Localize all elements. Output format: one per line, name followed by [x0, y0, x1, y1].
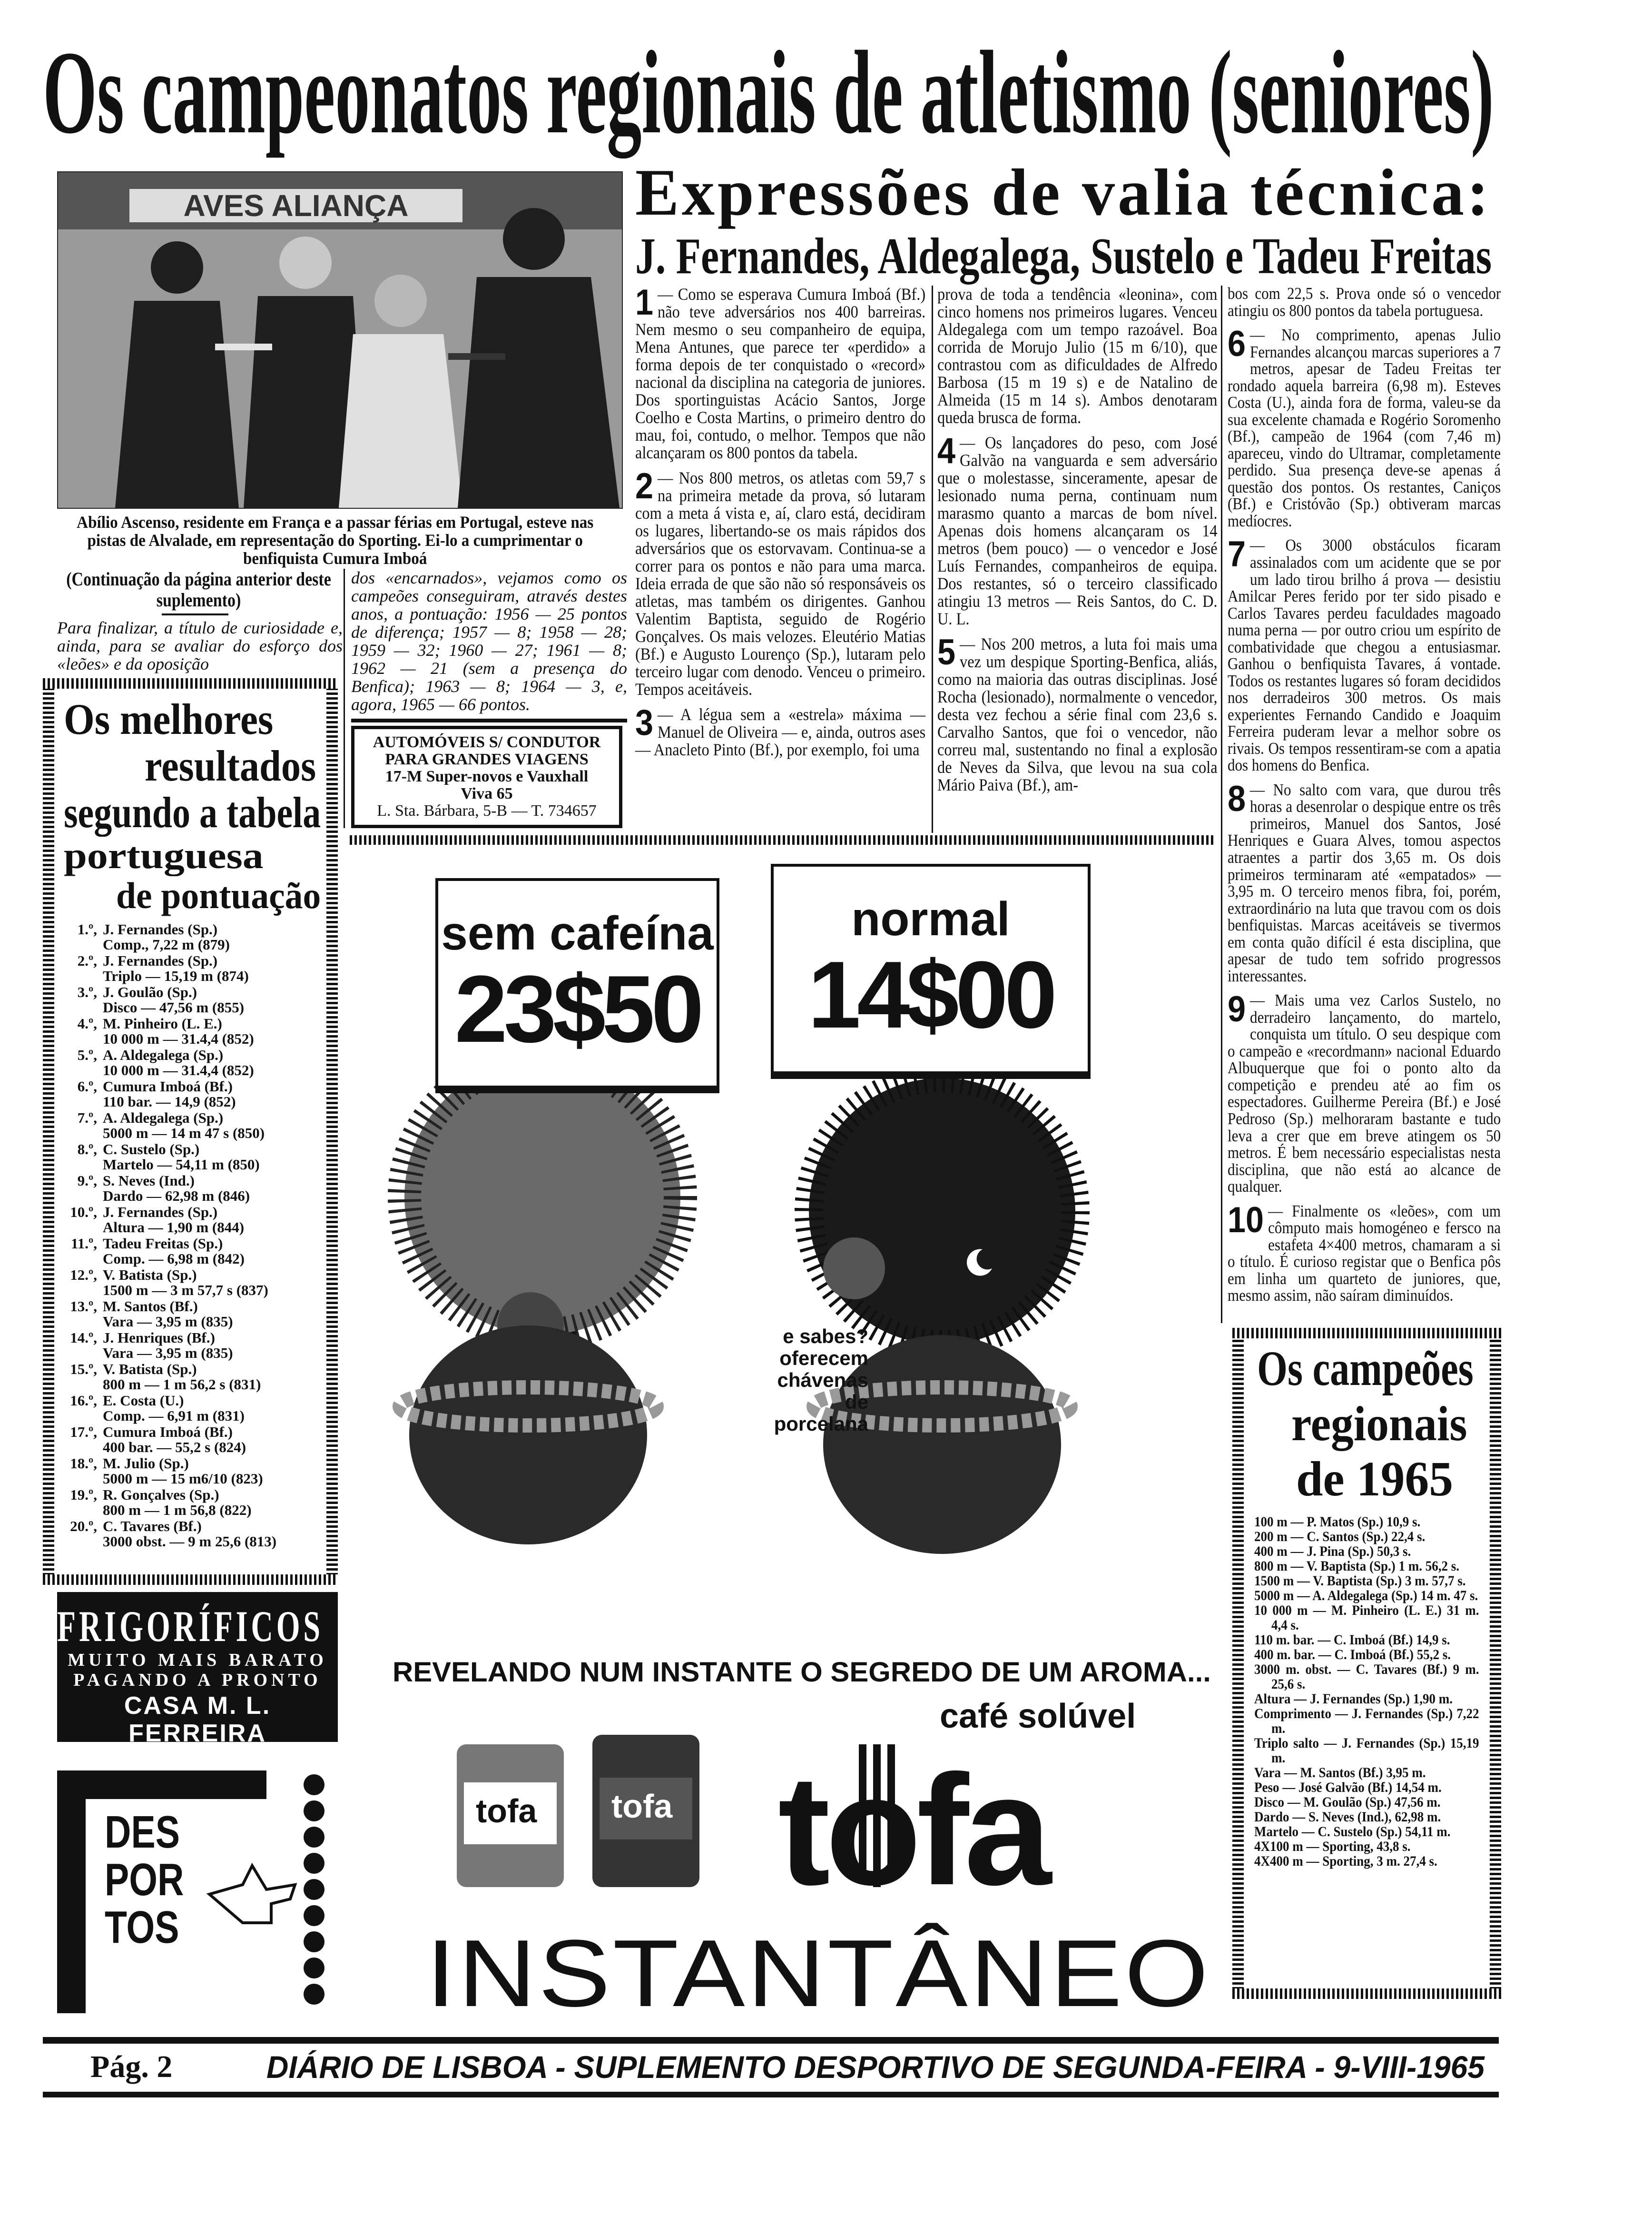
- champion-result: Triplo salto — J. Fernandes (Sp.) 15,19 m.: [1254, 1735, 1479, 1766]
- best-result-entry: [59, 953, 321, 984]
- paragraph-number: 10: [1228, 1199, 1264, 1240]
- entry-rank: 6.º,: [77, 1078, 97, 1095]
- footer-publication: DIÁRIO DE LISBOA - SUPLEMENTO DESPORTIVO DE SEGUNDA-FEIRA - 9-VIII-1965: [266, 2049, 1485, 2085]
- paragraph-text: bos com 22,5 s. Prova onde só o vencedor atingiu os 800 pontos da tabela portuguesa.: [1228, 285, 1501, 320]
- frig-store: CASA M. L. FERREIRA: [124, 1692, 271, 1747]
- champion-result: 400 m. bar. — C. Imboá (Bf.) 55,2 s.: [1254, 1647, 1451, 1662]
- jar-label: tofa: [476, 1792, 537, 1830]
- best-result-entry: [59, 1173, 321, 1204]
- entry-name: J. Fernandes (Sp.): [103, 921, 218, 938]
- best-result-entry: [59, 1267, 321, 1298]
- entry-detail: 10 000 m — 31.4,4 (852): [103, 1030, 254, 1047]
- champion-result: 110 m. bar. — C. Imboá (Bf.) 14,9 s.: [1254, 1632, 1450, 1648]
- entry-body: [103, 1110, 265, 1141]
- ad-line: 17-M Super-novos e Vauxhall: [385, 768, 589, 785]
- entry-detail: Altura — 1,90 m (844): [103, 1219, 245, 1236]
- article-paragraph: [1228, 778, 1501, 985]
- offer-line: e sabes?: [783, 1325, 868, 1347]
- entry-detail: Martelo — 54,11 m (850): [103, 1156, 260, 1173]
- divider: [162, 613, 228, 615]
- entry-detail: Vara — 3,95 m (835): [103, 1313, 233, 1330]
- entry-body: [103, 1173, 250, 1204]
- offer-line: porcelana: [774, 1413, 868, 1435]
- entry-rank: 19.º,: [70, 1486, 97, 1503]
- entry-name: M. Julio (Sp.): [103, 1455, 189, 1472]
- entry-body: [103, 1519, 276, 1549]
- entry-body: [103, 1424, 246, 1455]
- desportos-line: DES: [105, 1807, 180, 1858]
- best-result-entry: [59, 1299, 321, 1329]
- entry-detail: Comp. — 6,91 m (831): [103, 1407, 245, 1424]
- paragraph-number: 2: [635, 466, 654, 506]
- entry-body: [103, 1267, 268, 1298]
- best-result-entry: [59, 1424, 321, 1455]
- entry-name: S. Neves (Ind.): [103, 1172, 195, 1189]
- article-subhead-names: J. Fernandes, Aldegalega, Sustelo e Tadeu Freitas: [635, 228, 1492, 285]
- entry-name: M. Pinheiro (L. E.): [103, 1015, 222, 1032]
- best-result-entry: [59, 1142, 321, 1172]
- column-rule: [1221, 286, 1222, 1323]
- paragraph-number: 5: [937, 632, 956, 672]
- entry-rank: 2.º,: [77, 952, 97, 969]
- paragraph-text: — Mais uma vez Carlos Sustelo, no derradeiro lançamento, do martelo, conquista um título. O seu despique com o campeão e «recordmann» nacional Eduardo Albuquerque que foi o ponto alto da competição e prendeu até ao fim os espectadores. Guilherme Pereira (Bf.) e José Pedroso (Sp.) melhoraram bastante e tudo leva a crer que em breve atingem os 50 metros. É bem necessário especialistas nesta disciplina, que não está ao alcance de qualquer.: [1228, 991, 1501, 1196]
- entry-rank: 4.º,: [77, 1015, 97, 1032]
- entry-rank: 1.º,: [77, 921, 97, 938]
- offer-line: chávenas: [777, 1369, 868, 1391]
- champion-result: Altura — J. Fernandes (Sp.) 1,90 m.: [1254, 1691, 1453, 1707]
- photo-sign-text: AVES ALIANÇA: [183, 188, 409, 223]
- entry-detail: 800 m — 1 m 56,2 s (831): [103, 1376, 261, 1393]
- best-result-entry: [59, 1456, 321, 1486]
- entry-rank: 11.º,: [70, 1235, 97, 1252]
- entry-body: [103, 1330, 233, 1361]
- paragraph-number: 1: [635, 282, 654, 323]
- best-result-entry: [59, 1110, 321, 1141]
- entry-name: J. Fernandes (Sp.): [103, 952, 218, 969]
- champion-result: Disco — M. Goulão (Sp.) 47,56 m.: [1254, 1794, 1441, 1810]
- continuation-text: dos «encarnados», vejamos como os campeões conseguiram, através destes anos, a pontuação: 1956 — 25 pontos de diferença; 1957 — 8; 1958 — 28; 1959 — 32; 1960 — 27; 1961 — 8; 1962 — 21 (sem a presença do Benfica); 1963 — 8; 1964 — 3, e, agora, 1965 — 66 pontos.: [351, 568, 627, 714]
- best-result-entry: [59, 1016, 321, 1047]
- entry-rank: 16.º,: [70, 1392, 97, 1409]
- champion-result: Dardo — S. Neves (Ind.), 62,98 m.: [1254, 1809, 1441, 1825]
- desportos-ad: [57, 1770, 338, 2013]
- entry-rank: 17.º,: [70, 1424, 97, 1440]
- article-paragraph: [937, 286, 1218, 426]
- champion-result: 1500 m — V. Baptista (Sp.) 3 m. 57,7 s.: [1254, 1573, 1466, 1589]
- page-number: Pág. 2: [90, 2049, 173, 2084]
- paragraph-text: prova de toda a tendência «leonina», com cinco homens nos primeiros lugares. Venceu Aldegalega com um tempo razoável. Boa corrida de Morujo Julio (15 m 6/10), que contrastou com as dificuldades de Alfredo Barbosa (15 m 19 s) e de Natalino de Almeida (15 m 14 s). Ambos denotaram queda brusca de forma.: [937, 285, 1218, 427]
- best-result-entry: [59, 1205, 321, 1235]
- instant-label: INSTANTÂNEO: [426, 1920, 1211, 2027]
- entry-body: [103, 1079, 236, 1109]
- entry-body: [103, 1487, 252, 1518]
- entry-name: M. Santos (Bf.): [103, 1298, 198, 1315]
- best-result-entry: [59, 1393, 321, 1424]
- entry-detail: 110 bar. — 14,9 (852): [103, 1093, 236, 1110]
- best-results-list: [59, 922, 321, 1550]
- champions-box: [1232, 1328, 1501, 1999]
- entry-body: [103, 985, 244, 1015]
- entry-rank: 13.º,: [70, 1298, 97, 1315]
- entry-name: E. Costa (U.): [103, 1392, 184, 1409]
- entry-rank: 12.º,: [70, 1266, 97, 1283]
- entry-detail: 10 000 m — 31.4,4 (852): [103, 1062, 254, 1078]
- best-results-box: [43, 678, 338, 1585]
- paragraph-text: — Nos 200 metros, a luta foi mais uma vez um despique Sporting-Benfica, aliás, como na maioria das outras disciplinas. José Rocha (lesionado), normalmente o vencedor, desta vez fechou a série final com 23,6 s. Carvalho Santos, que foi o vencedor, não correu mal, sustentando no final a explosão de Neves da Silva, que levou na sua cola Mário Paiva (Bf.), am-: [937, 634, 1218, 794]
- ad-line: AUTOMÓVEIS S/ CONDUTOR: [373, 733, 601, 751]
- entry-name: C. Sustelo (Sp.): [103, 1141, 200, 1157]
- sign-label: normal: [851, 892, 1010, 946]
- brand-logo: tofa: [778, 1742, 1047, 1918]
- best-result-entry: [59, 1362, 321, 1392]
- ad-line: L. Sta. Bárbara, 5-B — T. 734657: [377, 802, 597, 820]
- champions-title-line: Os campeões: [1257, 1341, 1474, 1396]
- paragraph-text: — No comprimento, apenas Julio Fernandes alcançou marcas superiores a 7 metros, apesar de Tadeu Freitas ter rondado aquela barreira (6,98 m). Esteves Costa (U.), ainda fora de forma, valeu-se da sua excelente chamada e Rogério Soromenho (Bf.), campeão de 1964 (com 7,46 m) apareceu, vindo do Ultramar, completamente perdido. Sua presença deve-se apenas á questão dos pontos. Os restantes, Caniços (Bf.) e Cristóvão (Sp.) obtiveram marcas medíocres.: [1228, 326, 1501, 530]
- entry-body: [103, 1236, 245, 1266]
- article-paragraph: [937, 431, 1218, 628]
- frig-line: MUITO MAIS BARATO: [68, 1650, 327, 1670]
- article-subhead: Expressões de valia técnica:: [635, 156, 1492, 229]
- entry-detail: Dardo — 62,98 m (846): [103, 1187, 250, 1204]
- entry-name: Cumura Imboá (Bf.): [103, 1424, 233, 1440]
- best-result-entry: [59, 985, 321, 1015]
- entry-rank: 3.º,: [77, 984, 97, 1000]
- paragraph-text: — No salto com vara, que durou três horas a desenrolar o despique entre os três primeiros, Manuel dos Santos, José Henriques e Guara Alves, tomou aspectos atraentes a partir dos 3,65 m. Os dois primeiros terminaram até «empatados» — 3,95 m. O terceiro menos fibra, foi, porém, extraordinário na luta que travou com os dois benfiquistas. Marcas aceitáveis se tivermos em conta quão difícil é esta disciplina, que apesar de tudo tem sofrido progressos interessantes.: [1228, 781, 1501, 985]
- best-results-title-line: portuguesa: [64, 835, 264, 876]
- offer-line: oferecem: [779, 1347, 868, 1369]
- best-result-entry: [59, 1519, 321, 1549]
- entry-detail: 3000 obst. — 9 m 25,6 (813): [103, 1533, 277, 1550]
- ad-slogan: REVELANDO NUM INSTANTE O SEGREDO DE UM AROMA...: [393, 1657, 1211, 1688]
- entry-name: V. Batista (Sp.): [103, 1361, 197, 1377]
- article-paragraph: [937, 632, 1218, 794]
- entry-body: [103, 1299, 233, 1329]
- paragraph-text: — Os lançadores do peso, com José Galvão na vanguarda e sem adversário que o molestasse, sinceramente, apesar de lesionado numa perna, continuam num marasmo quanto a marcas de bom nível. Apenas dois homens alcançaram os 14 metros (bem pouco) — o vencedor e José Luís Fernandes, companheiros de equipa. Dos restantes, só o terceiro classificado atingiu 13 metros — Reis Santos, do C. D. U. L.: [937, 433, 1218, 628]
- champion-result: Comprimento — J. Fernandes (Sp.) 7,22 m.: [1254, 1706, 1479, 1736]
- entry-name: A. Aldegalega (Sp.): [103, 1047, 224, 1063]
- photo-caption: Abílio Ascenso, residente em França e a passar férias em Portugal, esteve nas pistas de Alvalade, em representação do Sporting. Ei-lo a cumprimentar o benfiquista Cumura Imboá: [77, 513, 594, 568]
- paragraph-number: 3: [635, 702, 654, 743]
- pointing-hand-icon: [200, 1770, 338, 2013]
- article-paragraph: [1228, 1199, 1501, 1305]
- entry-detail: 1500 m — 3 m 57,7 s (837): [103, 1282, 268, 1298]
- desportos-line: POR: [105, 1854, 184, 1905]
- entry-body: [103, 953, 249, 984]
- champion-result: 4X400 m — Sporting, 3 m. 27,4 s.: [1254, 1853, 1437, 1869]
- article-paragraph: [1228, 534, 1501, 775]
- best-result-entry: [59, 1079, 321, 1109]
- paragraph-text: — Os 3000 obstáculos ficaram assinalados com um acidente que se por um lado tirou brilho á prova — desistiu Amilcar Peres ferido por ter sido pisado e Carlos Tavares perdeu faculdades magoado numa perna — por outro criou um espírito de combatividade que chegou a entusiasmar. Ganhou o benfiquista Tavares, á vontade. Todos os restantes lugares só foram decididos nos derradeiros 300 metros. Os mais experientes Fernando Candido e Joaquim Ferreira puderam levar a melhor sobre os rivais. Os tempos ressentiram-se com a apatia dos homens do Benfica.: [1228, 536, 1501, 775]
- article-column-1: [635, 282, 926, 766]
- column-rule: [344, 569, 345, 828]
- entry-body: [103, 1362, 261, 1392]
- champion-result: 5000 m — A. Aldegalega (Sp.) 14 m. 47 s.: [1254, 1588, 1478, 1603]
- best-results-title-line: Os melhores: [64, 695, 274, 743]
- entry-detail: Disco — 47,56 m (855): [103, 999, 245, 1016]
- article-paragraph: [1228, 989, 1501, 1196]
- entry-detail: 400 bar. — 55,2 s (824): [103, 1439, 246, 1455]
- champion-result: 400 m — J. Pina (Sp.) 50,3 s.: [1254, 1543, 1411, 1559]
- entry-rank: 10.º,: [70, 1204, 97, 1220]
- news-photo: [57, 171, 623, 509]
- article-column-2: [937, 286, 1218, 801]
- entry-name: V. Batista (Sp.): [103, 1266, 197, 1283]
- continuation-note: (Continuação da página anterior deste suplemento): [66, 568, 331, 611]
- entry-detail: 5000 m — 14 m 47 s (850): [103, 1125, 265, 1141]
- page-headline: Os campeonatos regionais de atletismo (seniores): [43, 27, 1494, 158]
- paragraph-text: — A légua sem a «estrela» máxima — Manuel de Oliveira — e, ainda, outros ases — Anacleto Pinto (Bf.), por exemplo, foi uma: [635, 705, 926, 759]
- frig-line: PAGANDO A PRONTO: [73, 1670, 322, 1690]
- paragraph-text: — Como se esperava Cumura Imboá (Bf.) não teve adversários nos 400 barreiras. Nem mesmo o seu companheiro de equipa, Mena Antunes, que parece ter «perdido» a forma depois de ter conquistado o «record» nacional da disciplina na categoria de juniores. Dos sportinguistas Acácio Santos, Jorge Coelho e Costa Martins, o primeiro dentro do mau, foi, contudo, o melhor. Tempos que não alcançaram os 800 pontos da tabela.: [635, 285, 926, 462]
- champion-result: 200 m — C. Santos (Sp.) 22,4 s.: [1254, 1529, 1426, 1544]
- entry-rank: 9.º,: [77, 1172, 97, 1189]
- article-paragraph: [635, 282, 926, 462]
- paragraph-number: 4: [937, 431, 956, 471]
- striped-rule: [350, 835, 1216, 845]
- price-sign-normal: [771, 864, 1091, 1079]
- entry-rank: 7.º,: [77, 1109, 97, 1126]
- entry-name: J. Goulão (Sp.): [103, 984, 197, 1000]
- column-rule: [932, 286, 933, 833]
- paragraph-number: 7: [1228, 534, 1246, 575]
- entry-name: C. Tavares (Bf.): [103, 1518, 202, 1534]
- refrigerator-ad: [57, 1592, 338, 1765]
- desportos-line: TOS: [105, 1902, 179, 1953]
- frig-title: FRIGORÍFICOS: [57, 1602, 324, 1651]
- champion-result: Peso — José Galvão (Bf.) 14,54 m.: [1254, 1780, 1442, 1795]
- entry-detail: Triplo — 15,19 m (874): [103, 968, 249, 984]
- champion-result: 4X100 m — Sporting, 43,8 s.: [1254, 1839, 1411, 1854]
- best-results-title-line: segundo a tabela: [64, 788, 321, 837]
- entry-body: [103, 1456, 263, 1486]
- entry-name: R. Gonçalves (Sp.): [103, 1486, 219, 1503]
- champion-result: 100 m — P. Matos (Sp.) 10,9 s.: [1254, 1514, 1421, 1530]
- entry-rank: 8.º,: [77, 1141, 97, 1157]
- entry-name: Cumura Imboá (Bf.): [103, 1078, 233, 1095]
- entry-body: [103, 1393, 245, 1424]
- entry-detail: 5000 m — 15 m6/10 (823): [103, 1470, 263, 1487]
- entry-detail: Comp. — 6,98 m (842): [103, 1250, 245, 1267]
- entry-body: [103, 1205, 244, 1235]
- sign-price: 23$50: [454, 956, 700, 1062]
- paragraph-text: — Finalmente os «leões», com um cômputo mais homogéneo e fersco na estafeta 4×400 metros, chamaram a si o título. É curioso registar que o Benfica pôs em linha um quarteto de juniores, que, mesmo assim, não saíram diminuídos.: [1228, 1202, 1501, 1305]
- entry-body: [103, 1016, 254, 1047]
- paragraph-text: — Nos 800 metros, os atletas com 59,7 s na primeira metade da prova, só lutaram com a meta á vista e, aí, claro está, decidiram os lugares, libertando-se os mais rápidos dos adversários que os estorvavam. Continua-se a correr para os pontos e não para uma marca. Ideia errada de que são não só responsáveis os atletas, mas também os dirigentes. Ganhou Valentim Baptista, seguido de Rogério Gonçalves. Os mais velozes. Eleutério Matias (Bf.) e Augusto Lourenço (Sp.), lutaram pelo terceiro lugar com denodo. Venceu o primeiro. Tempos aceitáveis.: [635, 468, 926, 699]
- best-result-entry: [59, 1487, 321, 1518]
- champion-result: 800 m — V. Baptista (Sp.) 1 m. 56,2 s.: [1254, 1558, 1460, 1574]
- sign-label: sem cafeína: [441, 907, 714, 960]
- entry-detail: Comp., 7,22 m (879): [103, 936, 230, 953]
- entry-body: [103, 1048, 254, 1078]
- divider: [351, 719, 627, 722]
- champion-result: 10 000 m — M. Pinheiro (L. E.) 31 m. 4,4 s.: [1254, 1602, 1479, 1633]
- best-results-title-line: de pontuação: [116, 875, 321, 916]
- jar-label: tofa: [611, 1788, 673, 1825]
- sign-price: 14$00: [807, 942, 1054, 1048]
- continuation-intro: Para finalizar, a título de curiosidade e, ainda, para se avaliar do esforço dos «leões» e da oposição: [57, 618, 343, 673]
- frig-address: Rua D.ª Estefânia, 48-1.º andar: [81, 1748, 314, 1765]
- entry-rank: 15.º,: [70, 1361, 97, 1377]
- product-type: café solúvel: [940, 1697, 1136, 1735]
- best-result-entry: [59, 1330, 321, 1361]
- ad-line: PARA GRANDES VIAGENS: [385, 751, 589, 768]
- paragraph-number: 9: [1228, 989, 1246, 1030]
- champion-result: 3000 m. obst. — C. Tavares (Bf.) 9 m. 25,6 s.: [1254, 1661, 1479, 1692]
- entry-detail: 800 m — 1 m 56,8 (822): [103, 1502, 252, 1518]
- paragraph-number: 6: [1228, 324, 1246, 365]
- price-sign-decaf: [435, 878, 719, 1093]
- car-rental-ad: [351, 726, 622, 828]
- entry-detail: Vara — 3,95 m (835): [103, 1345, 233, 1361]
- offer-text: [726, 1325, 868, 1435]
- footer-rule: [43, 2092, 1499, 2097]
- entry-rank: 5.º,: [77, 1047, 97, 1063]
- entry-rank: 20.º,: [70, 1518, 97, 1534]
- article-paragraph: [635, 466, 926, 699]
- entry-name: A. Aldegalega (Sp.): [103, 1109, 224, 1126]
- tofa-coffee-ad: [350, 850, 1213, 2027]
- article-paragraph: [635, 702, 926, 759]
- entry-body: [103, 922, 230, 952]
- champions-title-line: regionais: [1291, 1396, 1467, 1451]
- best-result-entry: [59, 922, 321, 952]
- athletes-photo-illustration: [58, 172, 622, 508]
- article-paragraph: [1228, 286, 1501, 319]
- best-result-entry: [59, 1048, 321, 1078]
- entry-rank: 18.º,: [70, 1455, 97, 1472]
- champions-title-line: de 1965: [1296, 1452, 1453, 1506]
- entry-name: Tadeu Freitas (Sp.): [103, 1235, 223, 1252]
- champion-result: Martelo — C. Sustelo (Sp.) 54,11 m.: [1254, 1824, 1451, 1839]
- article-column-3: [1228, 286, 1501, 1312]
- champion-result: Vara — M. Santos (Bf.) 3,95 m.: [1254, 1765, 1426, 1780]
- footer-rule: [43, 2037, 1499, 2044]
- desportos-text: [105, 1809, 184, 1951]
- entry-body: [103, 1142, 260, 1172]
- entry-name: J. Henriques (Bf.): [103, 1329, 215, 1346]
- best-result-entry: [59, 1236, 321, 1266]
- champions-list: [1254, 1514, 1479, 1869]
- best-results-title-line: resultados: [145, 742, 316, 790]
- entry-name: J. Fernandes (Sp.): [103, 1204, 218, 1220]
- article-paragraph: [1228, 324, 1501, 530]
- entry-rank: 14.º,: [70, 1329, 97, 1346]
- offer-line: de: [845, 1391, 868, 1413]
- ad-line: Viva 65: [461, 785, 513, 802]
- paragraph-number: 8: [1228, 778, 1246, 819]
